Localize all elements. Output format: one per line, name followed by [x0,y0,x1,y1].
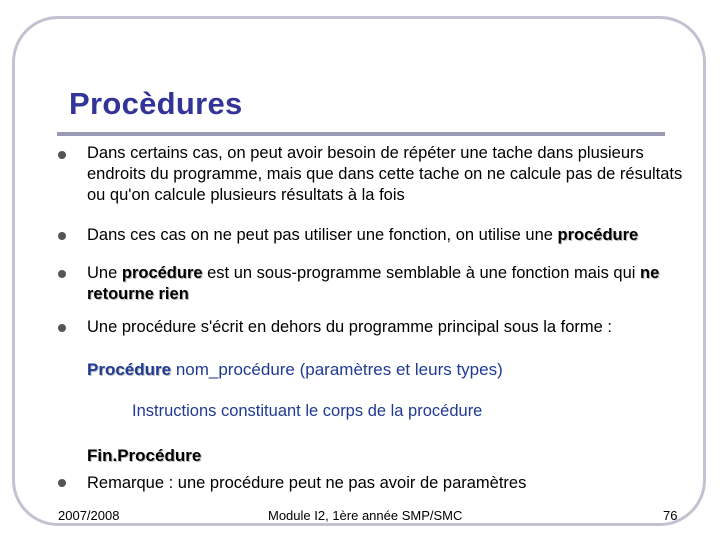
bullet-3-bold-b: ne retourne rien [87,264,660,303]
bullet-2-bold: procédure [557,226,639,244]
bullet-5: Remarque : une procédure peut ne pas avoir de paramètres [87,474,527,492]
syntax-header [87,360,503,380]
bullet-3-text-a: Une [87,264,122,282]
footer-date: 2007/2008 [58,508,120,523]
footer-page-number: 76 [663,508,678,523]
bullet-1: Dans certains cas, on peut avoir besoin de répéter une tache dans plusieurs endroits du programme, mais que dans cette tache on ne calcule pas de résultats ou qu'on calcule plusieurs résultats à la fois [87,144,683,204]
bullet-dot [58,479,66,487]
bullet-dot [58,270,66,278]
bullet-3-bold-a: procédure [121,264,203,282]
footer-course: Module I2, 1ère année SMP/SMC [268,508,463,523]
bullet-4: Une procédure s'écrit en dehors du programme principal sous la forme : [87,318,612,336]
syntax-body: Instructions constituant le corps de la procédure [132,402,483,420]
bullet-2-text: Dans ces cas on ne peut pas utiliser une fonction, on utilise une [87,226,558,244]
syntax-signature: nom_procédure (paramètres et leurs types) [171,360,503,379]
bullet-2 [87,225,702,246]
bullet-dot [58,151,66,159]
bullet-3-text-b: est un sous-programme semblable à une fonction mais qui [202,264,641,282]
bullet-dot [58,232,66,240]
title-rule [57,132,665,136]
syntax-keyword: Procédure [87,360,172,379]
slide-title: Procèdures [69,86,243,121]
bullet-dot [58,324,66,332]
syntax-end: Fin.Procédure [87,446,202,465]
bullet-3 [87,263,702,305]
